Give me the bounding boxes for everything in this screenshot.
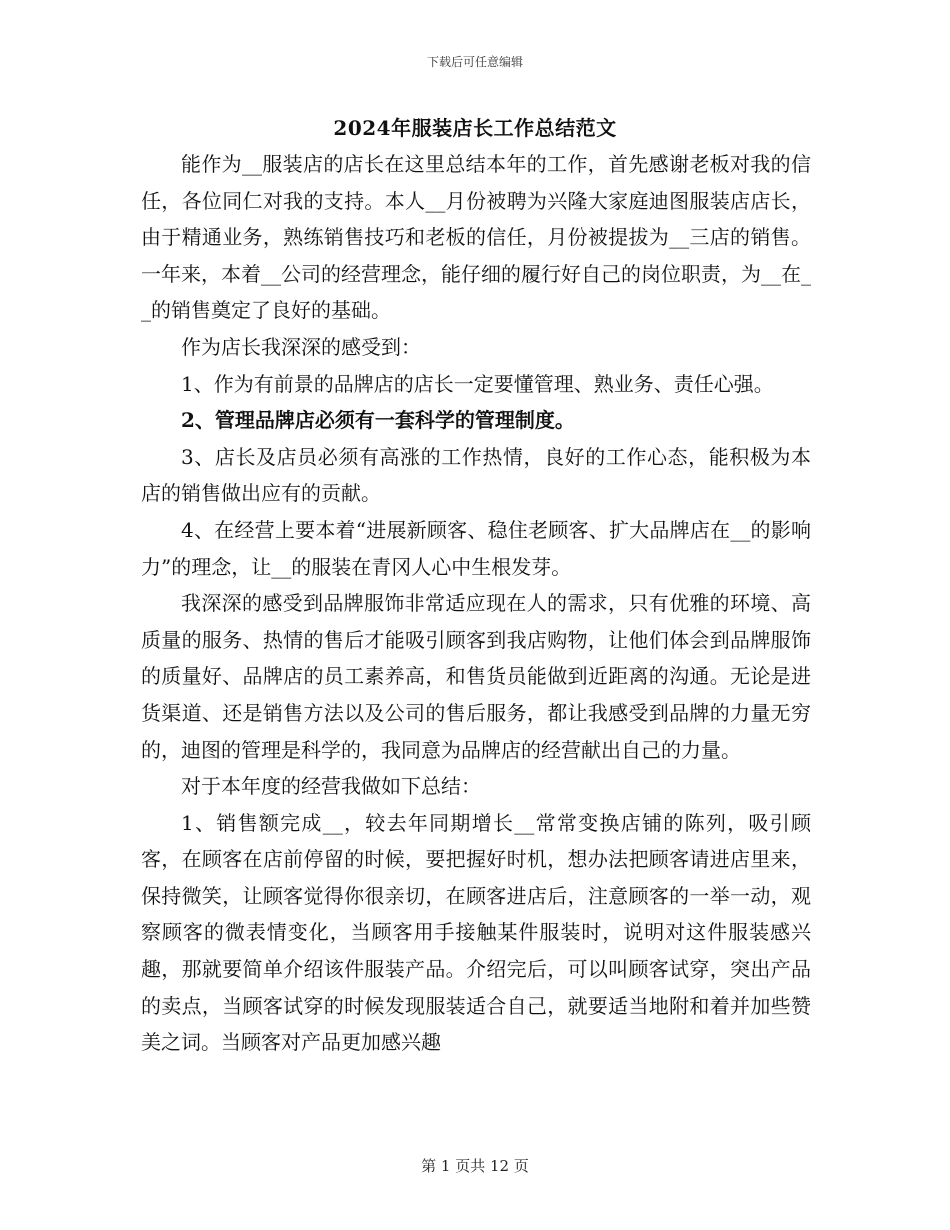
paragraph-brand-feelings: 我深深的感受到品牌服饰非常适应现在人的需求，只有优雅的环境、高质量的服务、热情的售后才能吸引顾客到我店购物，让他们体会到品牌服饰的质量好、品牌店的员工素养高，和售货员能做到近距离的沟通。无论是进货渠道、还是销售方法以及公司的售后服务，都让我感受到品牌的力量无穷的，迪图的管理是科学的，我同意为品牌店的经营献出自己的力量。 <box>141 591 811 762</box>
document-title: 2024年服装店长工作总结范文 <box>333 116 617 140</box>
paragraph-point-3: 3、店长及店员必须有高涨的工作热情，良好的工作心态，能积极为本店的销售做出应有的贡献。 <box>141 444 811 506</box>
paragraph-summary-heading: 对于本年度的经营我做如下总结： <box>181 774 481 799</box>
paragraph-point-4: 4、在经营上要本着“进展新顾客、稳住老顾客、扩大品牌店在__的影响力”的理念，让__的服装在青冈人心中生根发芽。 <box>141 517 811 579</box>
page-header-note: 下载后可任意编辑 <box>426 55 523 69</box>
paragraph-point-1: 1、作为有前景的品牌店的店长一定要懂管理、熟业务、责任心强。 <box>181 371 774 396</box>
paragraph-sales-summary: 1、销售额完成__，较去年同期增长__常常变换店铺的陈列，吸引顾客，在顾客在店前停留的时候，要把握好时机，想办法把顾客请进店里来，保持微笑，让顾客觉得你很亲切，在顾客进店后，注意顾客的一举一动，观察顾客的微表情变化，当顾客用手接触某件服装时，说明对这件服装感兴趣，那就要简单介绍该件服装产品。介绍完后，可以叫顾客试穿，突出产品的卖点，当顾客试穿的时候发现服装适合自己，就要适当地附和着并加些赞美之词。当顾客对产品更加感兴趣 <box>141 810 811 1055</box>
paragraph-point-2: 2、管理品牌店必须有一套科学的管理制度。 <box>181 408 575 433</box>
page-number: 第 1 页共 12 页 <box>421 1157 529 1175</box>
document-body <box>141 146 811 1061</box>
paragraph-intro: 能作为__服装店的店长在这里总结本年的工作，首先感谢老板对我的信任，各位同仁对我的支持。本人__月份被聘为兴隆大家庭迪图服装店店长，由于精通业务，熟练销售技巧和老板的信任，月份被提拔为__三店的销售。一年来，本着__公司的经营理念，能仔细的履行好自己的岗位职责，为__在__的销售奠定了良好的基础。 <box>141 152 811 323</box>
paragraph-feelings-heading: 作为店长我深深的感受到： <box>181 334 421 359</box>
